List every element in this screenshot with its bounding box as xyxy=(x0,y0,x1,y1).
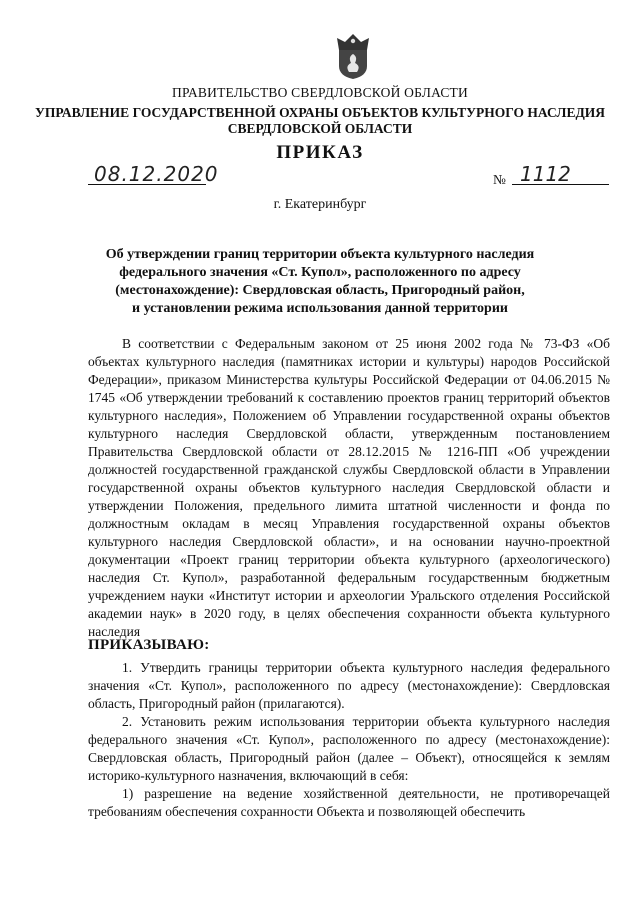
department-line-1: УПРАВЛЕНИЕ ГОСУДАРСТВЕННОЙ ОХРАНЫ ОБЪЕКТОВ КУЛЬТУРНОГО НАСЛЕДИЯ xyxy=(34,105,606,120)
number-underline xyxy=(512,184,609,185)
department-line-2: СВЕРДЛОВСКОЙ ОБЛАСТИ xyxy=(227,121,413,136)
city: г. Екатеринбург xyxy=(273,197,367,212)
department-name xyxy=(0,105,640,137)
title-line-3: (местонахождение): Свердловская область, Пригородный район, xyxy=(115,283,525,298)
document-title xyxy=(0,246,640,318)
order-items xyxy=(88,659,610,821)
order-number: 1112 xyxy=(520,162,571,186)
date-underline xyxy=(88,184,206,185)
preamble-block xyxy=(88,335,610,641)
government-name: ПРАВИТЕЛЬСТВО СВЕРДЛОВСКОЙ ОБЛАСТИ xyxy=(172,85,468,100)
order-item-2-subitem-1: 1) разрешение на ведение хозяйственной деятельности, не противоречащей требованиям обеспечения сохранности Объекта и позволяющей обеспечить xyxy=(88,786,610,819)
order-date: 08.12.2020 xyxy=(94,162,219,186)
coat-of-arms-icon xyxy=(331,30,375,80)
title-line-2: федерального значения «Ст. Купол», расположенного по адресу xyxy=(119,265,521,280)
title-line-4: и установлении режима использования данной территории xyxy=(132,301,508,316)
preamble-paragraph: В соответствии с Федеральным законом от 25 июня 2002 года № 73-ФЗ «Об объектах культурного наследия (памятниках истории и культуры) народов Российской Федерации», приказом Министерства культуры Российской Федерации от 04.06.2015 № 1745 «Об утверждении требований к составлению проектов границ территорий объектов культурного наследия», Положением об Управлении государственной охраны объектов культурного наследия Свердловской области, утвержденным постановлением Правительства Свердловской области от 28.12.2015 № 1216-ПП «Об учреждении должностей государственной гражданской службы Свердловской области в Управлении государственной охраны объектов культурного наследия Свердловской области и утверждении Положения, предельного лимита штатной численности и фонда по должностным окладам в месяц Управления государственной охраны объектов культурного наследия Свердловской области», и на основании научно-проектной документации «Проект границ территории объекта культурного (археологического) наследия Ст. Купол», разработанной федеральным государственным бюджетным учреждением науки «Институт истории и археологии Уральского отделения Российской академии наук» в 2020 году, в целях обеспечения сохранности объекта культурного наследия xyxy=(88,336,610,639)
doc-type: ПРИКАЗ xyxy=(276,142,364,163)
title-line-1: Об утверждении границ территории объекта культурного наследия xyxy=(105,247,535,262)
order-item-2: 2. Установить режим использования территории объекта культурного наследия федерального значения «Ст. Купол», расположенного по адресу (местонахождение): Свердловская область, Пригородный район (далее – Объект), относящейся к землям историко-культурного назначения, включающий в себя: xyxy=(88,714,610,783)
number-label: № xyxy=(493,172,506,187)
order-word: ПРИКАЗЫВАЮ: xyxy=(88,637,210,653)
order-item-1: 1. Утвердить границы территории объекта культурного наследия федерального значения «Ст. Купол», расположенного по адресу (местонахождение): Свердловская область, Пригородный район (прилагаются). xyxy=(88,660,610,711)
